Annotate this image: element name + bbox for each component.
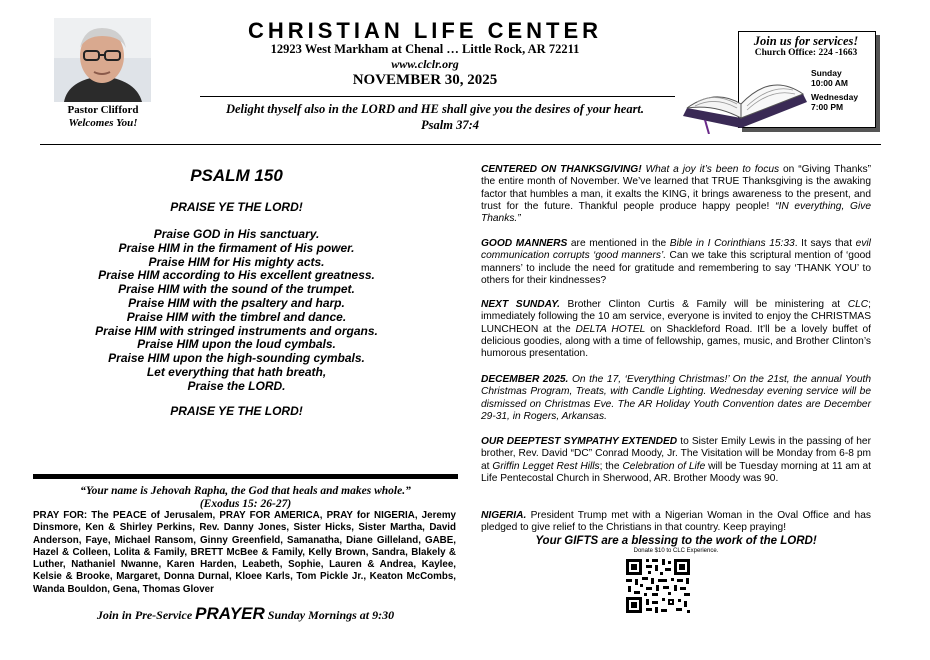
psalm-line: Let everything that hath breath,	[146, 364, 327, 379]
header-verse: Delight thyself also in the LORD and HE shall give you the desires of your heart.	[225, 102, 645, 116]
december-paragraph	[481, 374, 871, 423]
sympathy-place1: Griffin Legget Rest Hills	[492, 460, 600, 472]
thanksgiving-tail: “IN everything, Give Thanks.”	[481, 200, 871, 225]
december-heading: DECEMBER 2025.	[481, 374, 569, 385]
wednesday-time: 7:00 PM	[811, 102, 844, 112]
nigeria-heading: NIGERIA.	[481, 510, 527, 521]
thanksgiving-paragraph	[481, 164, 871, 225]
psalm-opening: PRAISE YE THE LORD!	[170, 200, 303, 214]
psalm-line: Praise HIM upon the high-sounding cymbals.	[108, 351, 365, 366]
section-rule	[33, 474, 458, 479]
rapha-quote	[33, 485, 458, 511]
preservice-prayer	[33, 604, 458, 624]
sympathy-part3: will be Tuesday morning at 11 am at Life Pentecostal Church in Sherwood, AR. Brother Moody was 90.	[481, 460, 871, 484]
psalm-closing: PRAISE YE THE LORD!	[170, 404, 303, 418]
rapha-quote-ref: (Exodus 15: 26-27)	[199, 498, 292, 510]
psalm-line: Praise HIM upon the loud cymbals.	[137, 337, 336, 352]
psalm-line: Praise HIM with the psaltery and harp.	[128, 295, 345, 310]
wednesday-label: Wednesday	[811, 92, 859, 102]
next-sunday-paragraph	[481, 299, 871, 360]
pastor-welcome: Welcomes You!	[68, 117, 138, 129]
psalm-line: Praise HIM according to His excellent greatness.	[98, 268, 375, 283]
church-address: 12923 West Markham at Chenal … Little Rock, AR 72211	[270, 42, 580, 56]
header-rule	[200, 96, 675, 97]
psalm-title: PSALM 150	[190, 166, 283, 185]
next-sunday-part3: on Shackleford Road. It’ll be a lovely buffet of delicious goodies, along with a time of fellowship, games, music, and Brother Clinton’s humorous presentation.	[481, 323, 871, 360]
preservice-emphasis: PRAYER	[195, 604, 265, 623]
manners-ref: Bible in I Corinthians 15:33	[669, 238, 795, 249]
thanksgiving-body: on “Giving Thanks” the entire month of November. We’ve learned that TRUE Thanksgiving is the awaking factor that humbles a man, it exalts the KING, it brings awareness to the present, and trust for the future. Thankful people produce happy people!	[481, 164, 871, 212]
open-bible-icon	[675, 58, 815, 134]
rapha-quote-text: “Your name is Jehovah Rapha, the God that heals and makes whole.”	[80, 485, 411, 497]
church-office-phone: Church Office: 224 -1663	[754, 48, 858, 58]
nigeria-paragraph	[481, 510, 871, 535]
next-sunday-part1: Brother Clinton Curtis & Family will be ministering at	[567, 299, 841, 310]
header-verse-ref: Psalm 37:4	[421, 118, 479, 132]
sympathy-part2: ; the	[599, 460, 620, 472]
manners-part1: are mentioned in the	[570, 238, 667, 249]
psalm-line: Praise HIM with the timbrel and dance.	[126, 309, 347, 324]
sympathy-paragraph	[481, 436, 871, 485]
sympathy-place2: Celebration of Life	[622, 460, 706, 472]
pastor-name: Pastor Clifford	[67, 104, 139, 116]
next-sunday-part2: ; immediately following the 10 am service, everyone is invited to enjoy the CHRISTMAS LUNCHEON at the	[481, 299, 871, 335]
manners-paragraph	[481, 238, 871, 287]
church-website[interactable]: www.clclr.org	[391, 57, 459, 71]
manners-part3: Can we take this scriptural mention of ‘good manners’ to include the need for gratitude and remembering to say ‘THANK YOU’ to others for their kindnesses?	[481, 250, 871, 286]
sympathy-heading: OUR DEEPTEST SYMPATHY EXTENDED	[481, 436, 678, 447]
next-sunday-hotel: DELTA HOTEL	[575, 323, 646, 335]
psalm-verses	[30, 228, 443, 394]
sunday-label: Sunday	[811, 68, 842, 78]
bulletin-date: NOVEMBER 30, 2025	[352, 72, 498, 88]
prayer-list: PRAY FOR: The PEACE of Jerusalem, PRAY FOR AMERICA, PRAY for NIGERIA, Jeremy Dinsmore, Ken & Shirley Perkins, Rev. Danny Jones, Sister Hicks, Sister Martha, David Anderson, Faye, Michael Ransom, Ginny Greenfield, Samanatha, Diane Gilleland, GABE, Hazel & Colleen, Lolita & Family, BRETT McBee & Family, Kelly Brown, Sandra, Blakely & Luther, Nathaniel Nwanne, Karen Harden, Leabeth, Sophie, Lauren & Andrea, Kaylee, Kelsie & Brooke, Margaret, Donna Durnal, Kloee Karls, Tom Pickle Jr., Keaton McCombs, Wanda Bouldon, Gena, Thomas Glover	[33, 510, 456, 595]
thanksgiving-heading: CENTERED ON THANKSGIVING!	[481, 164, 642, 175]
next-sunday-place: CLC	[847, 299, 869, 310]
preservice-before: Join in Pre-Service	[96, 608, 193, 622]
qr-code-icon[interactable]	[624, 557, 692, 615]
pastor-photo	[54, 18, 151, 102]
gifts-line: Your GIFTS are a blessing to the work of the LORD!	[535, 535, 817, 547]
psalm-line: Praise GOD in His sanctuary.	[153, 227, 320, 241]
thanksgiving-intro: What a joy it’s been to focus	[645, 164, 780, 175]
manners-heading: GOOD MANNERS	[481, 238, 568, 249]
psalm-line: Praise HIM for His mighty acts.	[148, 254, 325, 269]
december-body: On the 17, ‘Everything Christmas!’ On the 21st, the annual Youth Christmas Program, Treats, with Candle Lighting. Wednesday evening service will be dismissed on Christmas Eve. The AR Holiday Youth Convention dates are December 29-31, in Rogers, Arkansas.	[481, 374, 871, 422]
donate-note: Donate $10 to CLC Experience.	[633, 548, 719, 554]
manners-part2: . It says that	[794, 238, 853, 249]
nigeria-body: President Trump met with a Nigerian Woman in the Oval Office and has pledged to give relief to the Christians in that country. Keep praying!	[481, 510, 871, 534]
sunday-time: 10:00 AM	[811, 78, 849, 88]
psalm-line: Praise HIM with stringed instruments and organs.	[95, 323, 378, 338]
psalm-line: Praise the LORD.	[187, 378, 286, 393]
services-invite: Join us for services!	[753, 34, 859, 48]
next-sunday-heading: NEXT SUNDAY.	[481, 299, 560, 310]
psalm-line: Praise HIM with the sound of the trumpet.	[118, 282, 355, 297]
header-divider	[40, 144, 881, 145]
sympathy-part1: to Sister Emily Lewis in the passing of her brother, Rev. David “DC” Conrad Moody, Jr. The Visitation will be Monday from 6-8 pm at	[481, 436, 871, 472]
manners-quote: evil communication corrupts ‘good manners’.	[481, 238, 871, 262]
psalm-line: Praise HIM in the firmament of His power.	[118, 240, 355, 255]
pastor-portrait-icon	[54, 18, 151, 102]
church-title: CHRISTIAN LIFE CENTER	[247, 18, 603, 43]
preservice-after: Sunday Mornings at 9:30	[267, 608, 395, 622]
